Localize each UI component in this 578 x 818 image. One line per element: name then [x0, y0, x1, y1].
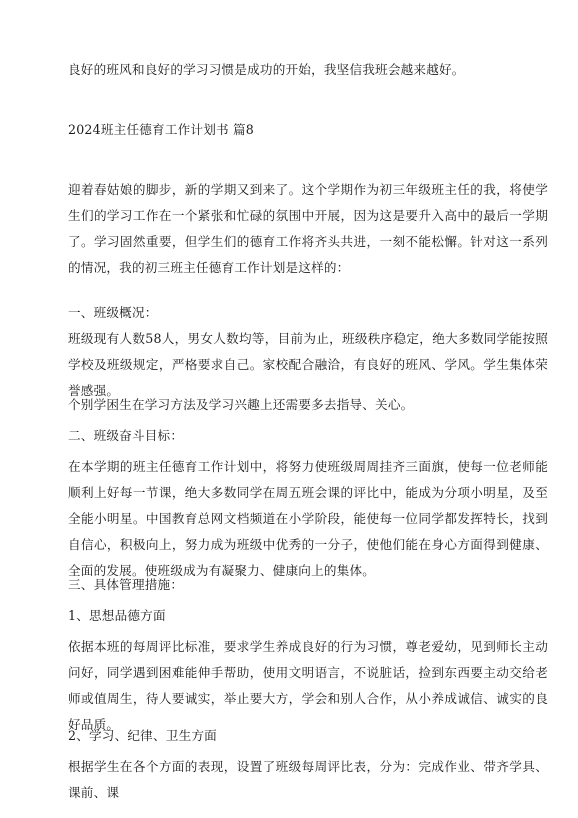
paragraph-intro: 迎着春姑娘的脚步，新的学期又到来了。这个学期作为初三年级班主任的我，将使学生们的学习工作在一个紧张和忙碌的氛围中开展，因为这是要升入高中的最后一学期了。学习固然重要，但学生们的德育工作将齐头共进，一刻不能松懈。针对这一系列的情况，我的初三班主任德育工作计划是这样的：	[68, 182, 548, 275]
heading-class-overview: 一、班级概况：	[68, 305, 158, 320]
paragraph-class-goals: 在本学期的班主任德育工作计划中，将努力使班级周周挂齐三面旗，使每一位老师能顺利上好每一节课，绝大多数同学在周五班会课的评比中，能成为分项小明星，及至全能小明星。中国教育总网文档频道在小学阶段，能使每一位同学都发挥特长，找到自信心，积极向上，努力成为班级中优秀的一分子，使他们能在身心方面得到健康、全面的发展。使班级成为有凝聚力、健康向上的集体。	[68, 459, 548, 578]
paragraph-moral-education: 依据本班的每周评比标准，要求学生养成良好的行为习惯，尊老爱幼，见到师长主动问好，同学遇到困难能伸手帮助，使用文明语言，不说脏话，捡到东西要主动交给老师或值周生，待人要诚实，举止要大方，学会和别人合作，从小养成诚信、诚实的良好品质。	[68, 639, 548, 732]
section-title: 2024班主任德育工作计划书 篇8	[68, 122, 254, 137]
paragraph-struggling-students: 个别学困生在学习方法及学习兴趣上还需要多去指导、关心。	[68, 397, 414, 412]
paragraph-class-overview: 班级现有人数58人，男女人数均等，目前为止，班级秩序稳定，绝大多数同学能按照学校及班级规定，严格要求自己。家校配合融洽，有良好的班风、学风。学生集体荣誉感强。	[68, 331, 548, 398]
heading-management-measures: 三、具体管理措施：	[68, 577, 184, 592]
paragraph-weekly-evaluation: 根据学生在各个方面的表现，设置了班级每周评比表，分为：完成作业、带齐学具、课前、课	[68, 759, 548, 800]
heading-moral-education: 1、思想品德方面	[68, 608, 166, 623]
heading-study-discipline-hygiene: 2、学习、纪律、卫生方面	[68, 728, 217, 743]
intro-line: 良好的班风和良好的学习习惯是成功的开始，我坚信我班会越来越好。	[68, 62, 465, 77]
heading-class-goals: 二、班级奋斗目标：	[68, 428, 184, 443]
